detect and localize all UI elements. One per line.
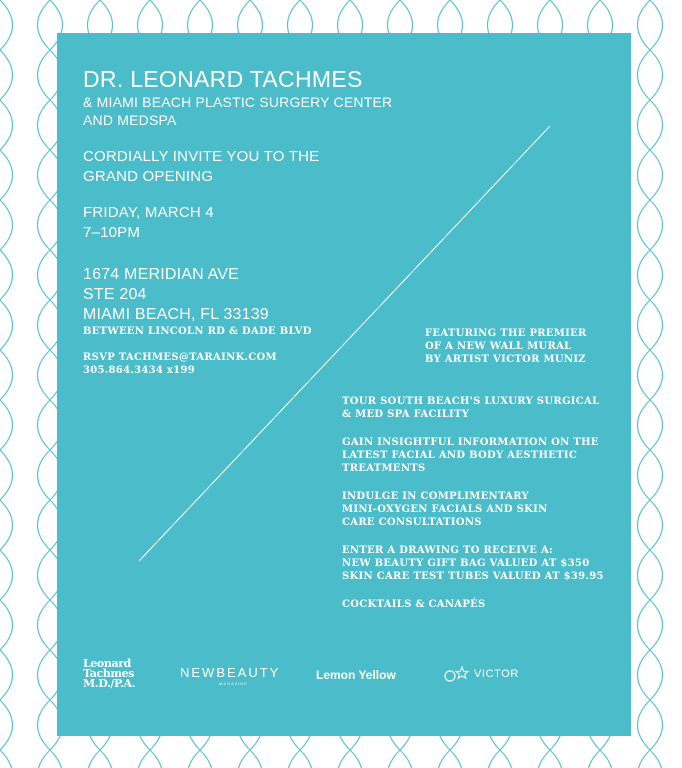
invitation-card <box>57 33 631 736</box>
highlight-item: INDULGE IN COMPLIMENTARY MINI-OXYGEN FACIALS AND SKIN CARE CONSULTATIONS <box>342 491 548 528</box>
highlight-item: GAIN INSIGHTFUL INFORMATION ON THE LATEST FACIAL AND BODY AESTHETIC TREATMENTS <box>342 437 599 474</box>
victor-logo-text: VICTOR <box>474 668 519 680</box>
invite-line-1: CORDIALLY INVITE YOU TO THE <box>83 148 320 165</box>
host-line-2: AND MEDSPA <box>83 112 177 128</box>
feature-text: FEATURING THE PREMIER OF A NEW WALL MURAL BY ARTIST VICTOR MUNIZ <box>425 328 587 365</box>
rsvp-email: RSVP TACHMES@TARAINK.COM <box>83 352 277 363</box>
address-line-3: MIAMI BEACH, FL 33139 <box>83 306 269 323</box>
highlight-item: COCKTAILS & CANAPÉS <box>342 599 486 610</box>
invite-line-2: GRAND OPENING <box>83 168 214 185</box>
highlight-item: ENTER A DRAWING TO RECEIVE A: NEW BEAUTY GIFT BAG VALUED AT $350 SKIN CARE TEST TUBES VALUED AT $39.95 <box>342 545 604 582</box>
star-circle-icon <box>443 665 471 683</box>
host-line-1: & MIAMI BEACH PLASTIC SURGERY CENTER <box>83 94 393 110</box>
rsvp-phone: 305.864.3434 x199 <box>83 365 195 376</box>
event-time: 7–10PM <box>83 224 141 241</box>
lemon-yellow-logo: Lemon Yellow <box>316 668 396 682</box>
newbeauty-logo-sub: MAGAZINE <box>219 681 248 686</box>
victor-logo <box>443 665 519 683</box>
sponsor-logos <box>57 653 631 703</box>
address-line-2: STE 204 <box>83 286 147 303</box>
newbeauty-logo: NEWBEAUTY <box>180 665 281 680</box>
host-name: DR. LEONARD TACHMES <box>83 66 363 92</box>
address-line-1: 1674 MERIDIAN AVE <box>83 266 240 283</box>
invitation-details <box>83 65 392 377</box>
cross-streets: BETWEEN LINCOLN RD & DADE BLVD <box>83 326 312 337</box>
highlight-item: TOUR SOUTH BEACH'S LUXURY SURGICAL & MED SPA FACILITY <box>342 396 600 420</box>
leonard-tachmes-logo: Leonard Tachmes M.D./P.A. <box>83 657 136 690</box>
highlights-list <box>342 395 622 611</box>
event-date: FRIDAY, MARCH 4 <box>83 204 214 221</box>
